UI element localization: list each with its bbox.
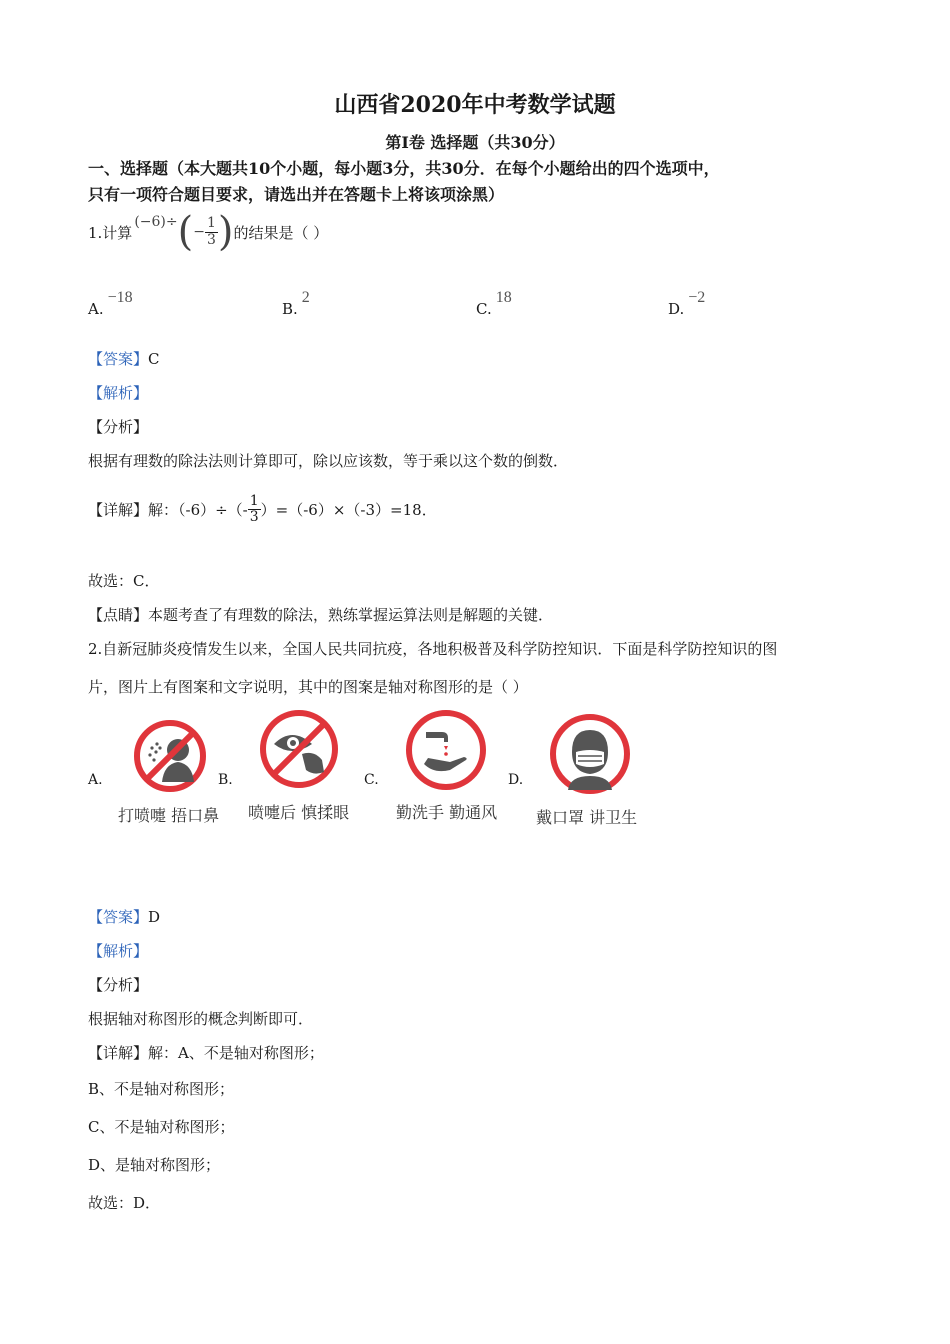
q1-option-a <box>88 289 133 319</box>
q2-detail-d: D、是轴对称图形； <box>88 1156 221 1174</box>
q2-option-a-letter: A. <box>88 772 103 788</box>
q1-fraction <box>205 216 218 248</box>
q2-option-b-caption: 喷嚏后 慎揉眼 <box>248 803 350 822</box>
q2-detail-a: 【详解】解：A、不是轴对称图形； <box>88 1044 324 1062</box>
part-subtitle: 第Ⅰ卷 选择题（共30分） <box>385 133 565 152</box>
q1-detail-suffix: ）=（-6）×（-3）=18． <box>260 501 437 520</box>
section-heading-line2: 只有一项符合题目要求，请选出并在答题卡上将该项涂黑） <box>88 185 505 204</box>
q1-left-paren: ( <box>177 209 194 255</box>
q2-fenxi-text: 根据轴对称图形的概念判断即可． <box>88 1010 314 1028</box>
eye-rub-sign-icon <box>258 708 340 790</box>
q1-frac-den: 3 <box>206 231 216 248</box>
q2-option-a-caption: 打喷嚏 捂口鼻 <box>118 806 220 825</box>
option-value: 2 <box>301 289 310 306</box>
q2-stem-line2: 片，图片上有图案和文字说明，其中的图案是轴对称图形的是（ ） <box>88 678 528 696</box>
q2-option-c-caption: 勤洗手 勤通风 <box>396 803 498 822</box>
q1-detail <box>88 494 437 526</box>
section-heading-line1: 一、选择题（本大题共10个小题，每小题3分，共30分．在每个小题给出的四个选项中， <box>88 159 720 178</box>
answer-value: C <box>148 350 160 368</box>
question-1-stem <box>88 209 329 255</box>
q1-frac-sign: − <box>193 224 205 240</box>
q2-answer <box>88 906 160 927</box>
q1-option-d <box>668 289 706 319</box>
q2-analysis-tag: 【解析】 <box>88 942 149 960</box>
q1-frac-num: 1 <box>206 215 216 232</box>
option-letter: A. <box>88 300 104 318</box>
q1-prefix: 1.计算 <box>88 223 133 242</box>
answer-tag: 【答案】 <box>88 350 149 368</box>
q1-fenxi-tag: 【分析】 <box>88 418 149 436</box>
q1-option-c <box>476 289 512 319</box>
option-letter: D. <box>668 300 685 318</box>
q1-fenxi-text: 根据有理数的除法法则计算即可，除以应该数，等于乘以这个数的倒数． <box>88 452 569 470</box>
q2-option-b-letter: B. <box>218 772 233 788</box>
q2-choose: 故选：D． <box>88 1194 161 1212</box>
q1-suffix: 的结果是（ ） <box>233 223 329 242</box>
mask-sign-icon <box>548 712 632 796</box>
page-title: 山西省2020年中考数学试题 <box>334 92 616 118</box>
q1-detail-den: 3 <box>249 509 259 526</box>
answer-value: D <box>148 908 161 926</box>
q1-answer <box>88 348 160 369</box>
q1-analysis-tag: 【解析】 <box>88 384 149 402</box>
handwash-sign-icon <box>404 708 488 792</box>
option-value: −18 <box>107 289 133 306</box>
q2-detail-b: B、不是轴对称图形； <box>88 1080 235 1098</box>
q1-choose: 故选：C． <box>88 572 160 590</box>
q1-comment: 【点睛】本题考查了有理数的除法，熟练掌握运算法则是解题的关键． <box>88 606 554 624</box>
option-value: −2 <box>688 289 706 306</box>
option-letter: B. <box>282 300 298 318</box>
q2-stem-line1: 2.自新冠肺炎疫情发生以来，全国人民共同抗疫，各地积极普及科学防控知识．下面是科学防控知识的图 <box>88 640 778 658</box>
sneeze-sign-icon <box>132 718 208 794</box>
answer-tag: 【答案】 <box>88 908 149 926</box>
q1-detail-num: 1 <box>249 493 259 509</box>
option-value: 18 <box>495 289 512 306</box>
q2-fenxi-tag: 【分析】 <box>88 976 149 994</box>
q1-detail-prefix: 【详解】解：（-6）÷（- <box>88 501 248 520</box>
q1-detail-fraction <box>248 494 261 526</box>
q1-right-paren: ) <box>217 209 234 255</box>
q2-detail-c: C、不是轴对称图形； <box>88 1118 235 1136</box>
q2-option-d-caption: 戴口罩 讲卫生 <box>536 808 638 827</box>
q2-option-d-letter: D. <box>508 772 524 788</box>
q1-expr-left: (−6)÷ <box>134 214 178 230</box>
q2-option-c-letter: C. <box>364 772 379 788</box>
option-letter: C. <box>476 300 492 318</box>
q1-option-b <box>282 289 310 319</box>
